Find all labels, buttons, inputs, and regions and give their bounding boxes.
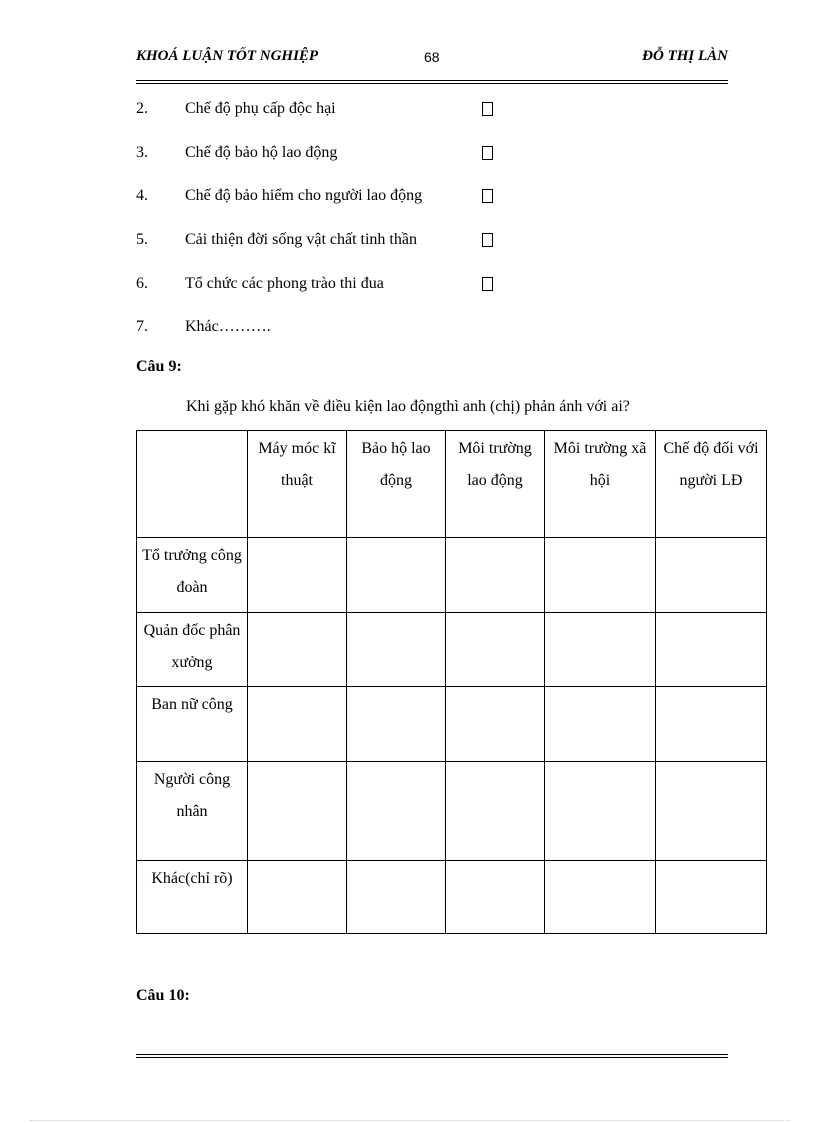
row-header: Tổ trưởng công đoàn: [137, 538, 248, 613]
table-cell[interactable]: [347, 538, 446, 613]
table-cell[interactable]: [656, 538, 767, 613]
table-row: [137, 687, 767, 762]
item-text: Chế độ phụ cấp độc hại: [185, 100, 336, 117]
table-row: [137, 762, 767, 861]
table-cell[interactable]: [545, 861, 656, 934]
item-text: Chế độ bảo hộ lao động: [185, 144, 338, 161]
row-header: Khác(chỉ rõ): [137, 861, 248, 934]
item-number: 7.: [136, 318, 148, 335]
table-cell[interactable]: [248, 613, 347, 687]
checkbox-icon[interactable]: [482, 146, 493, 160]
table-cell[interactable]: [446, 861, 545, 934]
row-header: Người công nhân: [137, 762, 248, 861]
table-cell[interactable]: [656, 687, 767, 762]
table-cell[interactable]: [656, 861, 767, 934]
table-cell[interactable]: [545, 687, 656, 762]
item-number: 3.: [136, 144, 148, 161]
table-cell[interactable]: [248, 538, 347, 613]
item-number: 2.: [136, 100, 148, 117]
column-header: Môi trường lao động: [446, 431, 545, 538]
table-cell[interactable]: [446, 687, 545, 762]
item-number: 6.: [136, 275, 148, 292]
footer-rule: [136, 1054, 728, 1055]
table-row: [137, 538, 767, 613]
table-cell[interactable]: [347, 613, 446, 687]
question-10-label: Câu 10:: [136, 987, 190, 1004]
table-cell[interactable]: [347, 861, 446, 934]
header-author: ĐỖ THỊ LÀN: [642, 48, 728, 64]
header-rule-2: [136, 83, 728, 84]
question-9-prompt: Khi gặp khó khăn về điều kiện lao độngthì anh (chị) phản ánh với ai?: [186, 398, 630, 415]
page-number: 68: [424, 49, 440, 65]
response-table: [136, 430, 767, 934]
table-cell[interactable]: [545, 762, 656, 861]
header-rule: [136, 80, 728, 81]
column-header: Chế độ đối với người LĐ: [656, 431, 767, 538]
column-header: Bảo hộ lao động: [347, 431, 446, 538]
item-number: 5.: [136, 231, 148, 248]
table-cell[interactable]: [347, 687, 446, 762]
row-header: Ban nữ công: [137, 687, 248, 762]
page-edge-dots: [30, 1120, 790, 1121]
table-cell[interactable]: [248, 861, 347, 934]
table-cell[interactable]: [248, 762, 347, 861]
item-text: Cải thiện đời sống vật chất tinh thần: [185, 231, 417, 248]
column-header-empty: [137, 431, 248, 538]
item-text: Tổ chức các phong trào thi đua: [185, 275, 384, 292]
question-9-label: Câu 9:: [136, 358, 182, 375]
table-cell[interactable]: [446, 538, 545, 613]
table-cell[interactable]: [347, 762, 446, 861]
item-number: 4.: [136, 187, 148, 204]
table-cell[interactable]: [545, 613, 656, 687]
item-text: Khác……….: [185, 318, 271, 335]
table-row: [137, 861, 767, 934]
table-cell[interactable]: [656, 613, 767, 687]
row-header: Quản đốc phân xưởng: [137, 613, 248, 687]
table-header-row: [137, 431, 767, 538]
checkbox-icon[interactable]: [482, 102, 493, 116]
column-header: Máy móc kĩ thuật: [248, 431, 347, 538]
table-cell[interactable]: [656, 762, 767, 861]
table-cell[interactable]: [248, 687, 347, 762]
table-cell[interactable]: [545, 538, 656, 613]
checkbox-icon[interactable]: [482, 189, 493, 203]
footer-rule-2: [136, 1057, 728, 1058]
checkbox-icon[interactable]: [482, 277, 493, 291]
table-cell[interactable]: [446, 762, 545, 861]
item-text: Chế độ bảo hiểm cho người lao động: [185, 187, 423, 204]
table-cell[interactable]: [446, 613, 545, 687]
table-row: [137, 613, 767, 687]
header-left-title: KHOÁ LUẬN TỐT NGHIỆP: [136, 48, 319, 64]
column-header: Môi trường xã hội: [545, 431, 656, 538]
checkbox-icon[interactable]: [482, 233, 493, 247]
